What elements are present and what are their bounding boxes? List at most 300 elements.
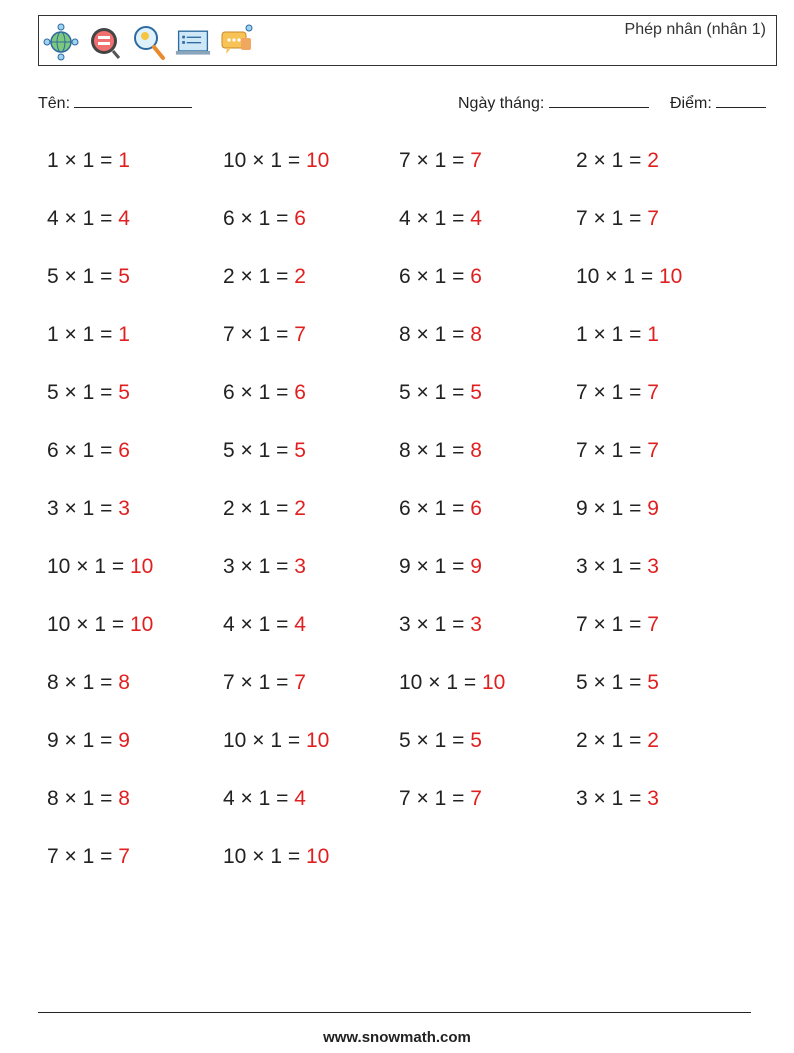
- operand-b: 1: [434, 613, 447, 636]
- name-blank[interactable]: [74, 93, 192, 108]
- operand-a: 1: [576, 323, 588, 346]
- footer-divider: [38, 1012, 751, 1013]
- answer: 8: [118, 787, 130, 810]
- operand-a: 8: [399, 323, 411, 346]
- problem-item: [567, 198, 744, 256]
- operand-a: 6: [223, 207, 235, 230]
- times-sign: ×: [593, 323, 606, 346]
- operand-a: 5: [47, 265, 59, 288]
- times-sign: ×: [252, 729, 265, 752]
- equals-sign: =: [276, 555, 289, 578]
- equals-sign: =: [452, 323, 465, 346]
- answer: 7: [118, 845, 130, 868]
- operand-b: 1: [258, 671, 271, 694]
- problem-item: [38, 662, 214, 720]
- operand-a: 10: [223, 149, 247, 172]
- operand-b: 1: [446, 671, 458, 694]
- problem-item: [390, 662, 567, 720]
- operand-a: 5: [576, 671, 588, 694]
- equals-sign: =: [463, 671, 477, 694]
- answer: 10: [129, 613, 154, 636]
- operand-b: 1: [82, 729, 95, 752]
- problem-item: [390, 256, 567, 314]
- operand-b: 1: [611, 497, 624, 520]
- operand-a: 10: [576, 265, 600, 288]
- equals-sign: =: [100, 787, 113, 810]
- laptop-checklist-icon: [175, 22, 211, 62]
- header-icons: [43, 22, 255, 62]
- equals-sign: =: [111, 555, 125, 578]
- footer-url[interactable]: www.snowmath.com: [323, 1029, 471, 1046]
- problem-item: [38, 604, 214, 662]
- score-field[interactable]: [670, 93, 766, 113]
- equals-sign: =: [276, 613, 289, 636]
- problem-item: [38, 140, 214, 198]
- operand-a: 6: [47, 439, 59, 462]
- answer: 4: [470, 207, 482, 230]
- times-sign: ×: [64, 729, 77, 752]
- problem-item: [567, 778, 744, 836]
- answer: 1: [647, 323, 659, 346]
- date-label: Ngày tháng:: [458, 95, 545, 112]
- operand-b: 1: [611, 381, 624, 404]
- equals-sign: =: [629, 497, 642, 520]
- times-sign: ×: [416, 323, 429, 346]
- equals-sign: =: [276, 207, 289, 230]
- operand-b: 1: [434, 149, 447, 172]
- operand-b: 1: [82, 265, 95, 288]
- answer: 5: [647, 671, 659, 694]
- operand-b: 1: [82, 207, 95, 230]
- equals-sign: =: [276, 323, 289, 346]
- answer: 8: [118, 671, 130, 694]
- answer: 2: [294, 497, 306, 520]
- operand-b: 1: [434, 555, 447, 578]
- problem-item: [38, 198, 214, 256]
- network-globe-icon: [43, 22, 79, 62]
- operand-a: 7: [399, 149, 411, 172]
- answer: 2: [294, 265, 306, 288]
- operand-b: 1: [82, 439, 95, 462]
- operand-b: 1: [434, 207, 447, 230]
- answer: 4: [294, 613, 306, 636]
- equals-sign: =: [629, 729, 642, 752]
- operand-b: 1: [611, 323, 624, 346]
- answer: 3: [647, 787, 659, 810]
- problem-item: [38, 778, 214, 836]
- problem-item: [38, 314, 214, 372]
- answer: 2: [647, 729, 659, 752]
- problem-item: [390, 430, 567, 488]
- operand-a: 5: [399, 381, 411, 404]
- times-sign: ×: [593, 497, 606, 520]
- times-sign: ×: [252, 149, 265, 172]
- problem-item: [390, 604, 567, 662]
- operand-a: 7: [576, 207, 588, 230]
- equals-sign: =: [100, 671, 113, 694]
- operand-b: 1: [611, 207, 624, 230]
- operand-a: 9: [47, 729, 59, 752]
- equals-sign: =: [100, 729, 113, 752]
- equals-sign: =: [629, 439, 642, 462]
- operand-b: 1: [82, 323, 95, 346]
- operand-a: 7: [576, 439, 588, 462]
- problem-item: [214, 720, 390, 778]
- equals-sign: =: [100, 845, 113, 868]
- times-sign: ×: [416, 613, 429, 636]
- problem-item: [567, 546, 744, 604]
- equals-sign: =: [452, 149, 465, 172]
- answer: 2: [647, 149, 659, 172]
- operand-b: 1: [94, 555, 106, 578]
- times-sign: ×: [593, 555, 606, 578]
- operand-a: 9: [399, 555, 411, 578]
- operand-b: 1: [258, 265, 271, 288]
- times-sign: ×: [593, 729, 606, 752]
- times-sign: ×: [593, 207, 606, 230]
- problem-item: [214, 488, 390, 546]
- equals-sign: =: [629, 323, 642, 346]
- times-sign: ×: [240, 439, 253, 462]
- operand-a: 8: [399, 439, 411, 462]
- equals-sign: =: [100, 381, 113, 404]
- operand-b: 1: [258, 381, 271, 404]
- operand-a: 2: [576, 729, 588, 752]
- answer: 7: [647, 613, 659, 636]
- operand-b: 1: [623, 265, 635, 288]
- operand-a: 3: [576, 787, 588, 810]
- operand-b: 1: [611, 787, 624, 810]
- answer: 8: [470, 439, 482, 462]
- times-sign: ×: [605, 265, 618, 288]
- date-field[interactable]: [458, 93, 649, 113]
- operand-a: 3: [223, 555, 235, 578]
- operand-a: 7: [223, 671, 235, 694]
- operand-a: 1: [47, 149, 59, 172]
- operand-a: 8: [47, 671, 59, 694]
- equals-sign: =: [111, 613, 125, 636]
- operand-a: 2: [223, 265, 235, 288]
- equals-sign: =: [276, 497, 289, 520]
- equals-sign: =: [452, 729, 465, 752]
- operand-a: 4: [399, 207, 411, 230]
- answer: 5: [470, 381, 482, 404]
- problem-item: [567, 140, 744, 198]
- times-sign: ×: [416, 497, 429, 520]
- problem-item: [38, 430, 214, 488]
- problem-item: [567, 488, 744, 546]
- score-label: Điểm:: [670, 95, 712, 112]
- name-label: Tên:: [38, 95, 71, 112]
- answer: 1: [118, 149, 130, 172]
- operand-a: 3: [399, 613, 411, 636]
- answer: 6: [470, 265, 482, 288]
- equals-sign: =: [276, 787, 289, 810]
- times-sign: ×: [64, 845, 77, 868]
- problem-item: [567, 720, 744, 778]
- operand-a: 6: [223, 381, 235, 404]
- equals-sign: =: [287, 729, 301, 752]
- times-sign: ×: [416, 439, 429, 462]
- problem-item: [214, 256, 390, 314]
- problem-item: [567, 256, 744, 314]
- operand-b: 1: [270, 149, 282, 172]
- operand-b: 1: [434, 323, 447, 346]
- answer: 5: [294, 439, 306, 462]
- answer: 5: [470, 729, 482, 752]
- problem-item: [38, 836, 214, 894]
- page-title: Phép nhân (nhân 1): [624, 21, 766, 38]
- operand-b: 1: [611, 613, 624, 636]
- problem-item: [38, 720, 214, 778]
- operand-a: 4: [47, 207, 59, 230]
- magnifier-icon: [131, 22, 167, 62]
- answer: 5: [118, 381, 130, 404]
- times-sign: ×: [64, 207, 77, 230]
- problem-item: [390, 314, 567, 372]
- problem-item: [390, 198, 567, 256]
- problem-item: [390, 488, 567, 546]
- operand-b: 1: [258, 207, 271, 230]
- operand-a: 10: [223, 845, 247, 868]
- problem-item: [567, 314, 744, 372]
- answer: 5: [118, 265, 130, 288]
- answer: 6: [294, 381, 306, 404]
- times-sign: ×: [64, 497, 77, 520]
- operand-b: 1: [82, 149, 95, 172]
- times-sign: ×: [416, 149, 429, 172]
- times-sign: ×: [64, 381, 77, 404]
- answer: 10: [305, 149, 330, 172]
- equals-sign: =: [629, 149, 642, 172]
- times-sign: ×: [593, 149, 606, 172]
- problem-item: [390, 372, 567, 430]
- operand-b: 1: [434, 265, 447, 288]
- problem-item: [214, 314, 390, 372]
- times-sign: ×: [240, 323, 253, 346]
- problem-item: [38, 546, 214, 604]
- answer: 3: [647, 555, 659, 578]
- times-sign: ×: [240, 265, 253, 288]
- problem-grid: [38, 140, 744, 894]
- times-sign: ×: [416, 787, 429, 810]
- problem-item: [214, 778, 390, 836]
- operand-b: 1: [258, 555, 271, 578]
- equals-sign: =: [100, 439, 113, 462]
- equals-sign: =: [276, 265, 289, 288]
- date-blank[interactable]: [549, 93, 649, 108]
- answer: 9: [647, 497, 659, 520]
- answer: 3: [118, 497, 130, 520]
- problem-item: [390, 546, 567, 604]
- times-sign: ×: [64, 149, 77, 172]
- name-field[interactable]: [38, 93, 192, 113]
- equals-sign: =: [100, 323, 113, 346]
- equals-sign: =: [452, 497, 465, 520]
- operand-b: 1: [270, 729, 282, 752]
- operand-b: 1: [258, 323, 271, 346]
- problem-item: [567, 372, 744, 430]
- equals-sign: =: [287, 149, 301, 172]
- chat-bubble-icon: [219, 22, 255, 62]
- times-sign: ×: [593, 671, 606, 694]
- equals-sign: =: [276, 381, 289, 404]
- times-sign: ×: [416, 265, 429, 288]
- problem-item: [214, 430, 390, 488]
- equals-sign: =: [452, 265, 465, 288]
- operand-b: 1: [82, 671, 95, 694]
- worksheet-header: [38, 15, 777, 66]
- problem-item: [214, 140, 390, 198]
- equals-sign: =: [100, 207, 113, 230]
- operand-a: 6: [399, 265, 411, 288]
- answer: 7: [647, 207, 659, 230]
- times-sign: ×: [416, 381, 429, 404]
- problem-item: [390, 778, 567, 836]
- operand-a: 7: [47, 845, 59, 868]
- answer: 10: [305, 729, 330, 752]
- times-sign: ×: [240, 671, 253, 694]
- operand-a: 2: [223, 497, 235, 520]
- operand-a: 5: [223, 439, 235, 462]
- times-sign: ×: [240, 497, 253, 520]
- times-sign: ×: [64, 323, 77, 346]
- operand-b: 1: [82, 787, 95, 810]
- times-sign: ×: [64, 265, 77, 288]
- operand-b: 1: [94, 613, 106, 636]
- times-sign: ×: [252, 845, 265, 868]
- answer: 6: [118, 439, 130, 462]
- answer: 9: [470, 555, 482, 578]
- operand-b: 1: [82, 845, 95, 868]
- answer: 10: [658, 265, 683, 288]
- operand-b: 1: [258, 497, 271, 520]
- times-sign: ×: [64, 439, 77, 462]
- operand-b: 1: [611, 729, 624, 752]
- answer: 7: [294, 671, 306, 694]
- problem-item: [567, 662, 744, 720]
- times-sign: ×: [240, 787, 253, 810]
- problem-item: [38, 488, 214, 546]
- operand-a: 10: [223, 729, 247, 752]
- equals-sign: =: [629, 613, 642, 636]
- times-sign: ×: [240, 381, 253, 404]
- answer: 10: [481, 671, 506, 694]
- equals-sign: =: [452, 555, 465, 578]
- equals-sign: =: [452, 787, 465, 810]
- operand-a: 4: [223, 787, 235, 810]
- problem-item: [214, 662, 390, 720]
- operand-b: 1: [258, 439, 271, 462]
- problem-item: [38, 372, 214, 430]
- answer: 8: [470, 323, 482, 346]
- operand-b: 1: [434, 381, 447, 404]
- operand-b: 1: [82, 381, 95, 404]
- times-sign: ×: [416, 729, 429, 752]
- problem-item: [567, 604, 744, 662]
- answer: 6: [294, 207, 306, 230]
- equals-sign: =: [629, 555, 642, 578]
- answer: 1: [118, 323, 130, 346]
- problem-item: [390, 140, 567, 198]
- operand-b: 1: [611, 439, 624, 462]
- operand-b: 1: [82, 497, 95, 520]
- score-blank[interactable]: [716, 93, 766, 108]
- operand-a: 10: [399, 671, 423, 694]
- operand-b: 1: [611, 149, 624, 172]
- answer: 7: [647, 381, 659, 404]
- problem-item: [38, 256, 214, 314]
- times-sign: ×: [593, 439, 606, 462]
- operand-a: 6: [399, 497, 411, 520]
- operand-a: 10: [47, 555, 71, 578]
- equals-sign: =: [100, 265, 113, 288]
- problem-item: [214, 372, 390, 430]
- operand-b: 1: [258, 787, 271, 810]
- operand-b: 1: [611, 555, 624, 578]
- problem-item: [214, 604, 390, 662]
- times-sign: ×: [593, 613, 606, 636]
- answer: 3: [470, 613, 482, 636]
- answer: 3: [294, 555, 306, 578]
- problem-item: [214, 198, 390, 256]
- equals-sign: =: [629, 207, 642, 230]
- answer: 4: [118, 207, 130, 230]
- equals-sign: =: [100, 149, 113, 172]
- answer: 10: [305, 845, 330, 868]
- times-sign: ×: [76, 613, 89, 636]
- operand-a: 5: [47, 381, 59, 404]
- answer: 7: [294, 323, 306, 346]
- operand-a: 2: [576, 149, 588, 172]
- operand-a: 7: [576, 381, 588, 404]
- answer: 7: [470, 149, 482, 172]
- answer: 10: [129, 555, 154, 578]
- operand-b: 1: [270, 845, 282, 868]
- equals-sign: =: [452, 207, 465, 230]
- equals-sign: =: [629, 787, 642, 810]
- times-sign: ×: [416, 207, 429, 230]
- operand-a: 8: [47, 787, 59, 810]
- equals-sign: =: [452, 381, 465, 404]
- equals-sign: =: [452, 439, 465, 462]
- operand-a: 1: [47, 323, 59, 346]
- times-sign: ×: [416, 555, 429, 578]
- operand-b: 1: [258, 613, 271, 636]
- operand-a: 9: [576, 497, 588, 520]
- problem-item: [214, 836, 390, 894]
- operand-b: 1: [434, 497, 447, 520]
- times-sign: ×: [64, 671, 77, 694]
- operand-a: 7: [576, 613, 588, 636]
- problem-item: [214, 546, 390, 604]
- equals-sign: =: [629, 381, 642, 404]
- badge-search-icon: [87, 22, 123, 62]
- operand-b: 1: [434, 787, 447, 810]
- times-sign: ×: [593, 381, 606, 404]
- problem-item: [567, 430, 744, 488]
- operand-a: 4: [223, 613, 235, 636]
- equals-sign: =: [287, 845, 301, 868]
- equals-sign: =: [640, 265, 654, 288]
- times-sign: ×: [76, 555, 89, 578]
- times-sign: ×: [240, 207, 253, 230]
- times-sign: ×: [593, 787, 606, 810]
- operand-a: 10: [47, 613, 71, 636]
- operand-a: 7: [399, 787, 411, 810]
- equals-sign: =: [100, 497, 113, 520]
- operand-b: 1: [434, 729, 447, 752]
